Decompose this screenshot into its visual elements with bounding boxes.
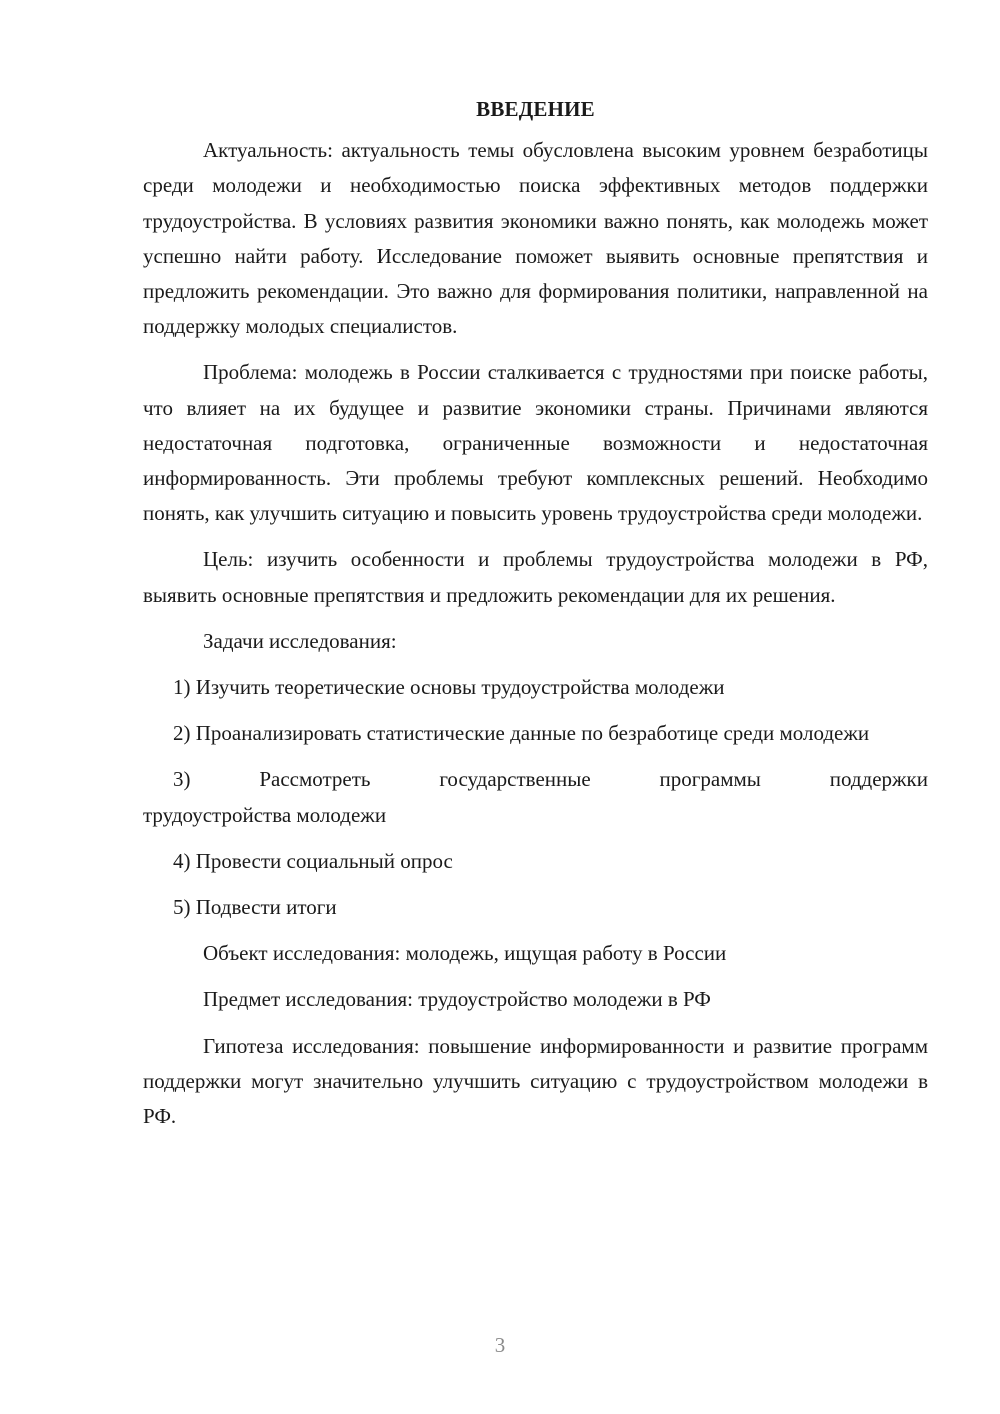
research-object: Объект исследования: молодежь, ищущая работу в России: [203, 941, 727, 966]
page-number: 3: [494, 1333, 506, 1357]
tasks-heading: Задачи исследования:: [203, 628, 397, 653]
task-item-2: 2) Проанализировать статистические данные по безработице среди молодежи: [173, 721, 870, 746]
research-subject: Предмет исследования: трудоустройство молодежи в РФ: [203, 987, 711, 1012]
task-item-1: 1) Изучить теоретические основы трудоустройства молодежи: [173, 675, 725, 700]
problem-paragraph: Проблема: молодежь в России сталкивается с трудностями при поиске работы, что влияет на их будущее и развитие экономики страны. Причинами являются недостаточная подготовка, ограниченные возможности и недостаточная информированность. Эти проблемы требуют комплексных решений. Необходимо понять, как улучшить ситуацию и повысить уровень трудоустройства среди молодежи.: [143, 360, 928, 526]
document-title: ВВЕДЕНИЕ: [476, 97, 595, 121]
task-item-5: 5) Подвести итоги: [173, 895, 337, 920]
research-hypothesis: Гипотеза исследования: повышение информированности и развитие программ поддержки могут значительно улучшить ситуацию с трудоустройством молодежи в РФ.: [143, 1033, 928, 1129]
task-item-4: 4) Провести социальный опрос: [173, 848, 453, 873]
task-item-3-line-2: трудоустройства молодежи: [143, 802, 387, 827]
goal-paragraph: Цель: изучить особенности и проблемы трудоустройства молодежи в РФ, выявить основные препятствия и предложить рекомендации для их решения.: [143, 547, 928, 607]
task-item-3: [143, 762, 928, 832]
relevance-paragraph: Актуальность: актуальность темы обусловлена высоким уровнем безработицы среди молодежи и необходимостью поиска эффективных методов поддержки трудоустройства. В условиях развития экономики важно понять, как молодежь может успешно найти работу. Исследование поможет выявить основные препятствия и предложить рекомендации. Это важно для формирования политики, направленной на поддержку молодых специалистов.: [143, 138, 928, 339]
task-item-3-line-1: 3) Рассмотреть государственные программы поддержки: [173, 767, 928, 792]
document-page: [143, 92, 928, 1145]
